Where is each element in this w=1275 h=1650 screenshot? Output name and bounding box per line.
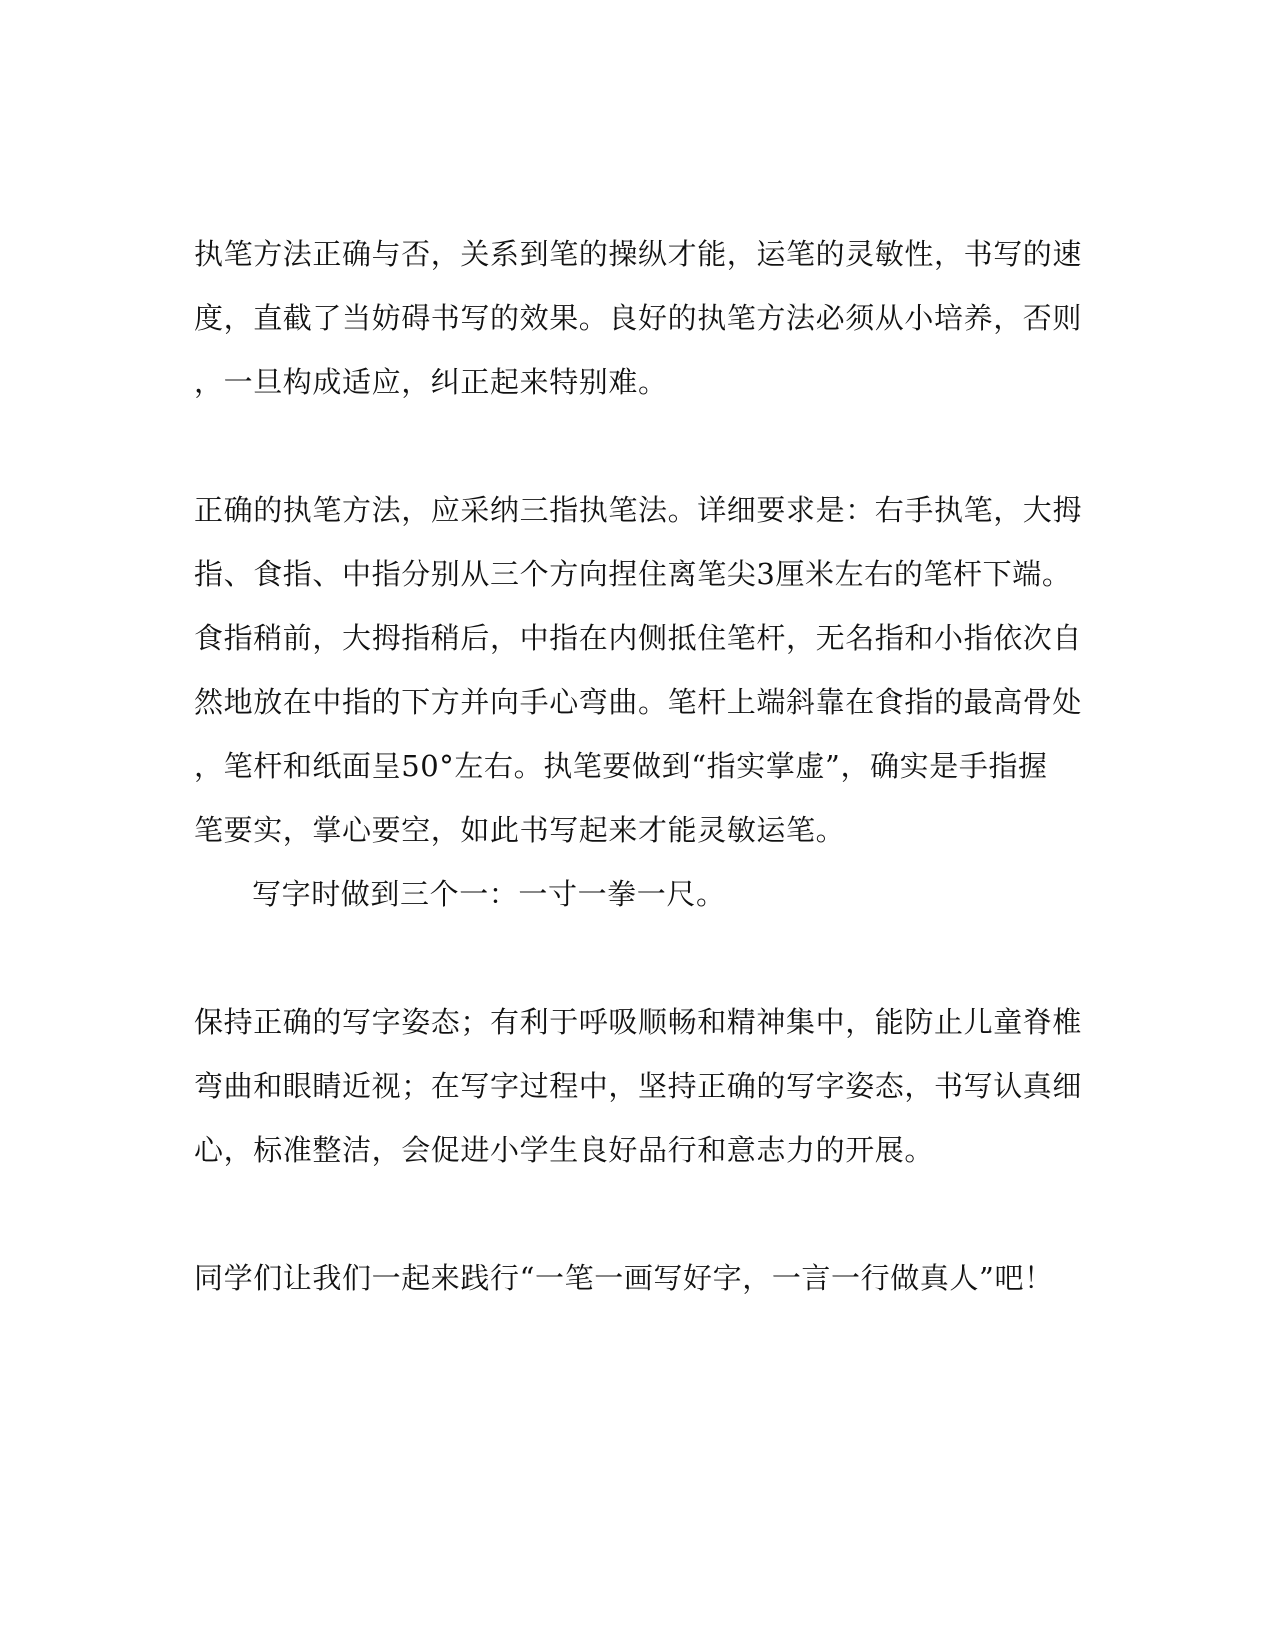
text-line: 保持正确的写字姿态；有利于呼吸顺畅和精神集中，能防止儿童脊椎	[194, 1005, 1083, 1039]
text-line: 正确的执笔方法，应采纳三指执笔法。详细要求是：右手执笔，大拇	[194, 493, 1083, 527]
text-line: 度，直截了当妨碍书写的效果。良好的执笔方法必须从小培养，否则	[194, 301, 1083, 335]
text-line: 食指稍前，大拇指稍后，中指在内侧抵住笔杆，无名指和小指依次自	[194, 621, 1083, 655]
text-line: ，笔杆和纸面呈50°左右。执笔要做到“指实掌虚”，确实是手指握	[194, 749, 1048, 783]
text-line: 心，标准整洁，会促进小学生良好品行和意志力的开展。	[194, 1133, 935, 1167]
text-line: 弯曲和眼睛近视；在写字过程中，坚持正确的写字姿态，书写认真细	[194, 1069, 1083, 1103]
text-line: 执笔方法正确与否，关系到笔的操纵才能，运笔的灵敏性，书写的速	[194, 237, 1083, 271]
text-line: 指、食指、中指分别从三个方向捏住离笔尖3厘米左右的笔杆下端。	[194, 557, 1072, 591]
text-line: 然地放在中指的下方并向手心弯曲。笔杆上端斜靠在食指的最高骨处	[194, 685, 1083, 719]
text-line: ，一旦构成适应，纠正起来特别难。	[194, 365, 668, 399]
text-line: 写字时做到三个一：一寸一拳一尺。	[252, 877, 726, 911]
text-line: 笔要实，掌心要空，如此书写起来才能灵敏运笔。	[194, 813, 846, 847]
text-line: 同学们让我们一起来践行“一笔一画写好字，一言一行做真人”吧！	[194, 1261, 1054, 1295]
